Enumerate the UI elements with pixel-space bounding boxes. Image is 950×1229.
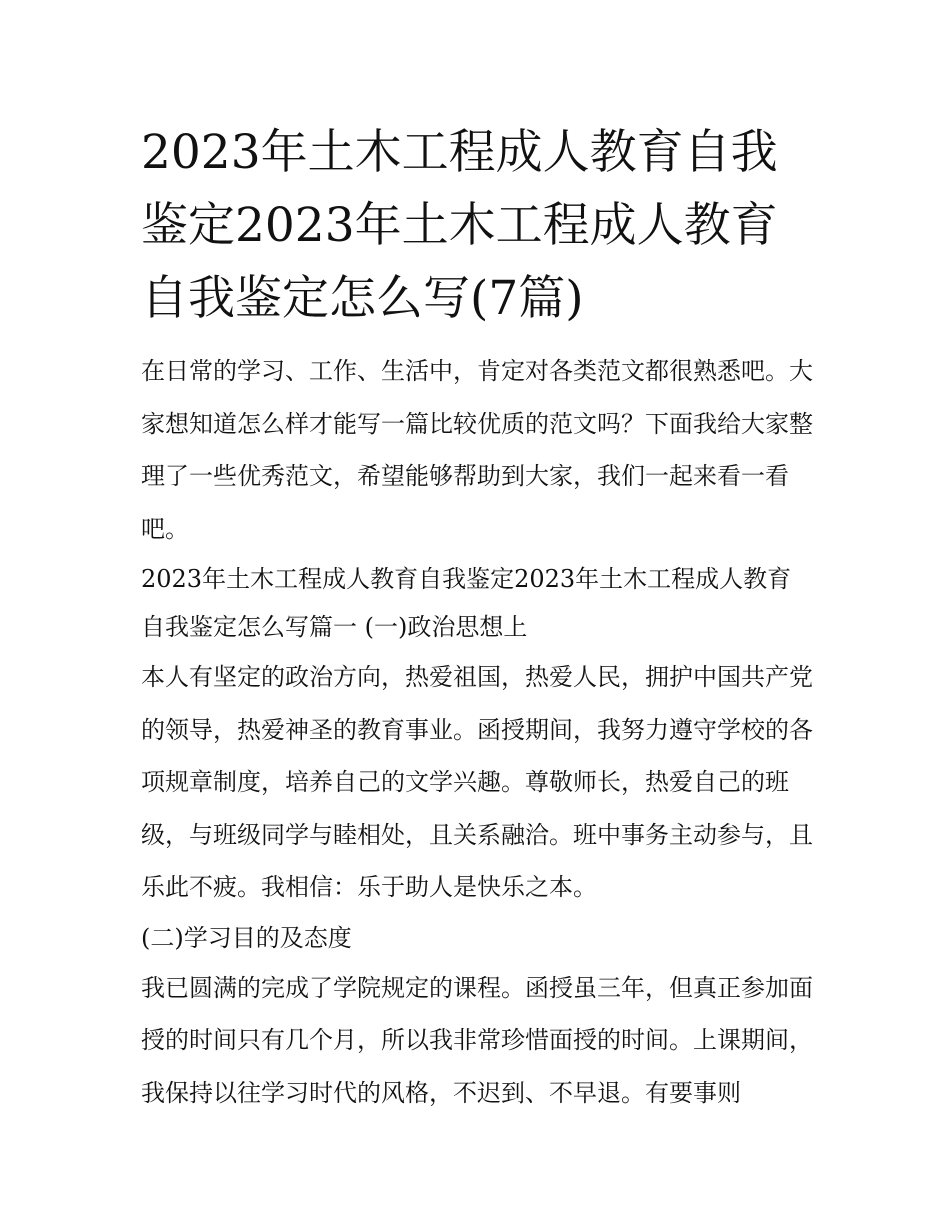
subheading-study-attitude: (二)学习目的及态度 xyxy=(141,923,352,952)
intro-paragraph: 在日常的学习、工作、生活中，肯定对各类范文都很熟悉吧。大家想知道怎么样才能写一篇比较优质的范文吗？下面我给大家整理了一些优秀范文，希望能够帮助到大家，我们一起来看一看吧。 xyxy=(141,357,813,543)
document-body xyxy=(141,116,813,1119)
section-heading: 2023年土木工程成人教育自我鉴定2023年土木工程成人教育自我鉴定怎么写篇一 (一)政治思想上 xyxy=(141,565,792,641)
document-title: 2023年土木工程成人教育自我鉴定2023年土木工程成人教育自我鉴定怎么写(7篇) xyxy=(141,125,778,326)
paragraph-study-attitude: 我已圆满的完成了学院规定的课程。函授虽三年，但真正参加面授的时间只有几个月，所以我非常珍惜面授的时间。上课期间，我保持以往学习时代的风格，不迟到、不早退。有要事则 xyxy=(141,973,813,1107)
paragraph-political-thought: 本人有坚定的政治方向，热爱祖国，热爱人民，拥护中国共产党的领导，热爱神圣的教育事业。函授期间，我努力遵守学校的各项规章制度，培养自己的文学兴趣。尊敬师长，热爱自己的班级，与班级同学与睦相处，且关系融洽。班中事务主动参与，且乐此不疲。我相信：乐于助人是快乐之本。 xyxy=(141,663,813,901)
